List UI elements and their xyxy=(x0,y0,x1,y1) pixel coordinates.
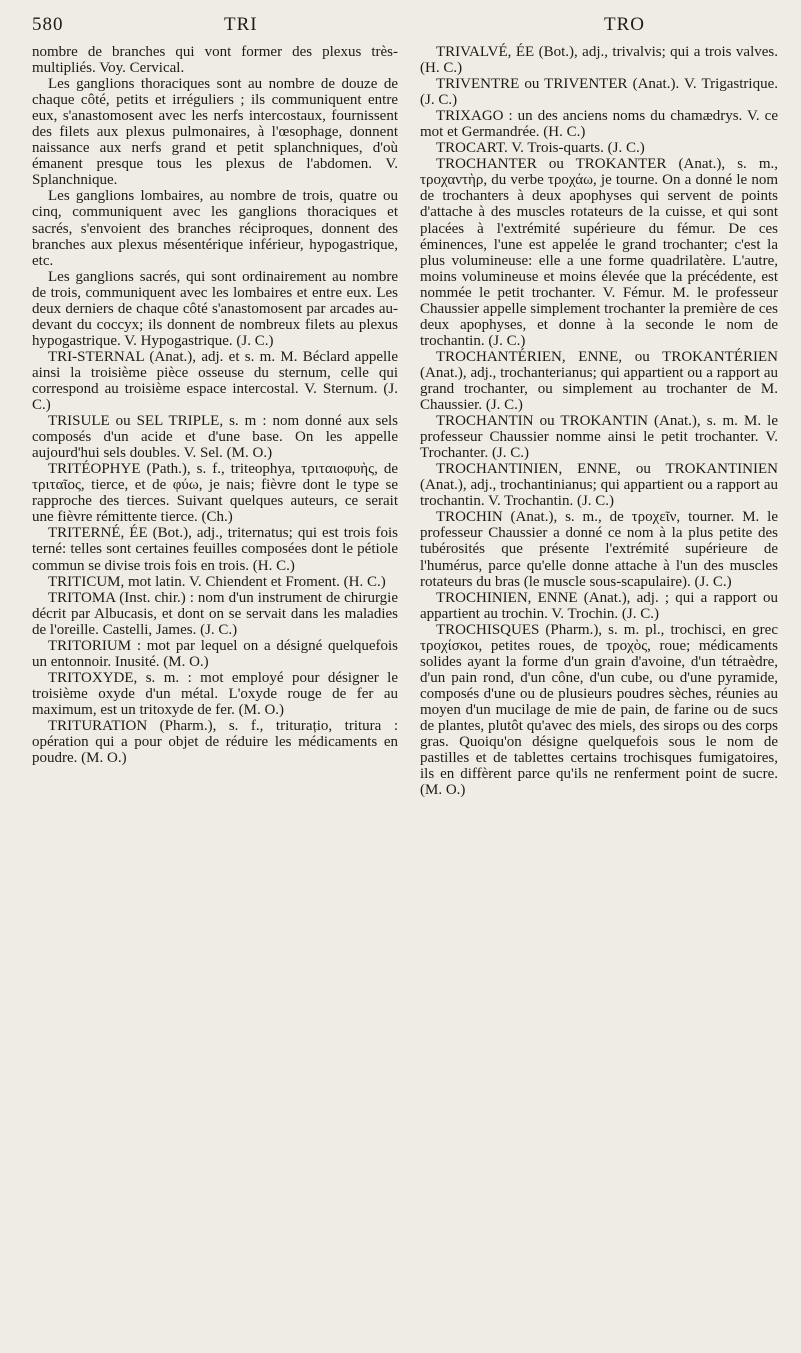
entry-trituration: TRITURATION (Pharm.), s. f., triturațio, tritura : opération qui a pour objet de réduire les médicaments en poudre. (M. O.) xyxy=(32,717,398,767)
paragraph: Les ganglions lombaires, au nombre de trois, quatre ou cinq, communiquent avec les ganglions thoraciques et sacrés, s'envoient des branches réciproques, donnent des branches aux plexus mésentérique inférieur, hypogastrique, etc. xyxy=(32,188,398,269)
entry-triteophye: TRITÉOPHYE (Path.), s. f., triteophya, τριταιοφυὴς, de τριταῖος, tierce, et de φύω, je nais; fièvre dont le type se rapproche des tierces. Suivant quelques auteurs, ce serait une fièvre rémittente tierce. (Ch.) xyxy=(32,461,398,526)
page-header xyxy=(32,14,777,42)
paragraph: Les ganglions thoraciques sont au nombre de douze de chaque côté, petits et irréguliers ; ils communiquent entre eux, s'anastomosent avec les nerfs intercostaux, fournissent des filets aux plexus pulmonaires, à l'œsophage, donnent naissance aux nerfs grand et petit splanchniques, d'où émanent presque tous les plexus de l'abdomen. V. Splanchnique. xyxy=(32,76,398,189)
entry-triterne: TRITERNÉ, ÉE (Bot.), adj., triternatus; qui est trois fois terné: telles sont certaines feuilles composées dont le pétiole commun se divise trois fois en trois. (H. C.) xyxy=(32,525,398,574)
left-running-head: TRI xyxy=(224,14,258,35)
right-column xyxy=(420,44,778,798)
entry-trochin: TROCHIN (Anat.), s. m., de τροχεῖν, tourner. M. le professeur Chaussier a donné ce nom à la plus petite des tubérosités que présente l'extrémité supérieure de l'humérus, parce qu'elle donne attache à l'un des muscles rotateurs du bras (le muscle sous-scapulaire). (J. C.) xyxy=(420,509,778,590)
paragraph: Les ganglions sacrés, qui sont ordinairement au nombre de trois, communiquent avec les lombaires et entre eux. Les deux derniers de chaque côté s'anastomosent par arcades au-devant du coccyx; ils donnent de nombreux filets au plexus hypogastrique. V. Hypogastrique. (J. C.) xyxy=(32,268,398,349)
paragraph-continued: nombre de branches qui vont former des plexus très-multipliés. Voy. Cervical. xyxy=(32,44,398,77)
entry-tritoma: TRITOMA (Inst. chir.) : nom d'un instrument de chirurgie décrit par Albucasis, et dont on se servait dans les maladies de l'oreille. Castelli, James. (J. C.) xyxy=(32,589,398,638)
entry-tri-sternal: TRI-STERNAL (Anat.), adj. et s. m. M. Béclard appelle ainsi la troisième pièce osseuse du sternum, celle qui correspond au troisième espace intercostal. V. Sternum. (J. C.) xyxy=(32,348,398,414)
entry-tritoxyde: TRITOXYDE, s. m. : mot employé pour désigner le troisième oxyde d'un métal. L'oxyde rouge de fer au maximum, est un tritoxyde de fer. (M. O.) xyxy=(32,669,398,718)
entry-trivalve: TRIVALVÉ, ÉE (Bot.), adj., trivalvis; qui a trois valves. (H. C.) xyxy=(420,44,778,77)
entry-trochantin: TROCHANTIN ou TROKANTIN (Anat.), s. m. M. le professeur Chaussier nomme ainsi le petit trochanter. V. Trochanter. (J. C.) xyxy=(420,413,778,462)
entry-trixago: TRIXAGO : un des anciens noms du chamædrys. V. ce mot et Germandrée. (H. C.) xyxy=(420,108,778,141)
page-number: 580 xyxy=(32,14,64,35)
right-running-head: TRO xyxy=(604,14,645,35)
entry-trocart: TROCART. V. Trois-quarts. (J. C.) xyxy=(436,140,645,157)
entry-trochanter: TROCHANTER ou TROKANTER (Anat.), s. m., τροχαντὴρ, du verbe τροχάω, je tourne. On a donné le nom de trochanters à deux apophyses qui servent de points d'attache à des muscles rotateurs de la cuisse, et qui sont placées à l'extrémité supérieure du fémur. De ces éminences, l'une est appelée le grand trochanter; c'est la plus volumineuse: elle a une forme quadrilatère. L'autre, moins volumineuse et moins élevée que la précédente, est nommée le petit trochanter. V. Fémur. M. le professeur Chaussier appelle simplement trochanter la première de ces deux apophyses, et donne à la seconde le nom de trochantin. (J. C.) xyxy=(420,156,778,349)
entry-trochinien: TROCHINIEN, ENNE (Anat.), adj. ; qui a rapport ou appartient au trochin. V. Trochin. (J. C.) xyxy=(420,589,778,622)
entry-tritorium: TRITORIUM : mot par lequel on a désigné quelquefois un entonnoir. Inusité. (M. O.) xyxy=(32,637,398,670)
entry-trochisques: TROCHISQUES (Pharm.), s. m. pl., trochisci, en grec τροχίσκοι, petites roues, de τροχὸς, roue; médicaments solides ayant la forme d'un grain d'avoine, d'un tétraèdre, d'un pain rond, d'un cône, d'un cube, ou d'une pyramide, composés d'une ou de plusieurs poudres sèches, réunies au moyen d'un mucilage de mie de pain, de farine ou de sucs de plantes, plutôt qu'avec des miels, des sirops ou des corps gras. Quoiqu'on désigne quelquefois sous le nom de pastilles et de tablettes certains trochisques fumigatoires, ils en diffèrent parce qu'ils ne renferment point de sucre. (M. O.) xyxy=(420,621,778,799)
entry-triticum: TRITICUM, mot latin. V. Chiendent et Froment. (H. C.) xyxy=(48,573,386,590)
entry-triventre: TRIVENTRE ou TRIVENTER (Anat.). V. Trigastrique. (J. C.) xyxy=(420,76,778,109)
entry-trochantinien: TROCHANTINIEN, ENNE, ou TROKANTINIEN (Anat.), adj., trochantinianus; qui appartient ou a rapport au trochantin. V. Trochantin. (J. C.) xyxy=(420,461,778,510)
entry-trochanterien: TROCHANTÉRIEN, ENNE, ou TROKANTÉRIEN (Anat.), adj., trochanterianus; qui appartient ou a rapport au grand trochanter, ou simplement au trochanter de M. Chaussier. (J. C.) xyxy=(420,348,778,414)
entry-trisule: TRISULE ou SEL TRIPLE, s. m : nom donné aux sels composés d'un acide et d'une base. On les appelle aujourd'hui sels doubles. V. Sel. (M. O.) xyxy=(32,413,398,462)
left-column xyxy=(32,44,398,766)
